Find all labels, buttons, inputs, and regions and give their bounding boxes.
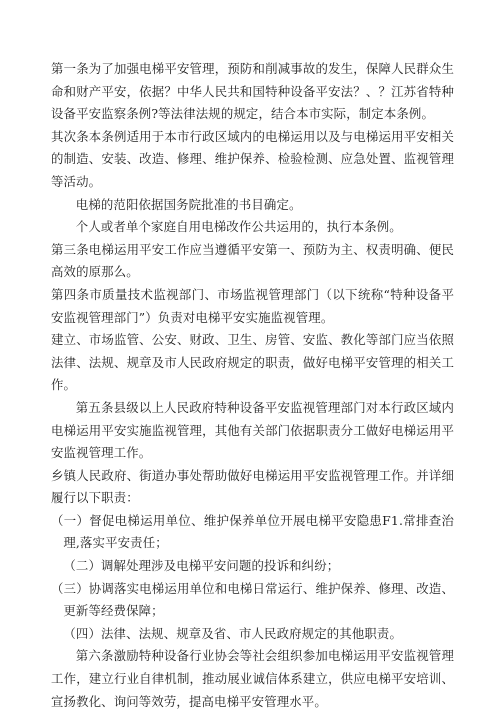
article-6: 第六条激励特种设备行业协会等社会组织参加电梯运用平安监视管理工作，建立行业自律机制，推动展业诚信体系建立，供应电梯平安培训、宣扬教化、询问等效劳，提高电梯平安管理水平。 [51, 648, 454, 709]
article-3: 第三条电梯运用平安工作应当遵循平安第一、预防为主、权责明确、便民高效的原那么。 [51, 241, 454, 280]
article-4: 第四条市质量技术监视部门、市场监视管理部门（以下统称“特种设备平安监视管理部门”）负责对电梯平安实施监视管理。 [51, 286, 454, 325]
article-5: 第五条县级以上人民政府特种设备平安监视管理部门对本行政区域内电梯运用平安实施监视管理，其他有关部门依据职责分工做好电梯运用平安监视管理工作。 [51, 399, 454, 461]
article-5-township-duties: 乡镇人民政府、街道办事处帮助做好电梯运用平安监视管理工作。并详细履行以下职责： [51, 467, 454, 506]
article-2-private-elevator: 个人或者单个家庭自用电梯改作公共运用的，执行本条例。 [75, 219, 402, 235]
article-1: 第一条为了加强电梯平安管理，预防和削减事故的发生，保障人民群众生命和财产平安，依据？中华人民共和国特种设备平安法？、？江苏省特种设备平安监察条例?等法律法规的规定，结合本市实际，制定本条例。 [51, 61, 454, 122]
duty-item-4: （四）法律、法规、规章及省、市人民政府规定的其他职责。 [63, 625, 402, 641]
duty-item-1: （一）督促电梯运用单位、维护保养单位开展电梯平安隐患F1.常排查治理,落实平安责任； [51, 512, 454, 551]
duty-item-3: （三）协调落实电梯运用单位和电梯日常运行、维护保养、修理、改造、更新等经费保障； [51, 580, 454, 619]
article-2: 其次条本条例适用于本市行政区域内的电梯运用以及与电梯运用平安相关的制造、安装、改造、修理、维护保养、检验检测、应急处置、监视管理等活动。 [51, 128, 454, 189]
duty-item-2: （二）调解处理涉及电梯平安问题的投诉和纠纷； [63, 558, 340, 574]
article-4-departments: 建立、市场监管、公安、财政、卫生、房管、安监、教化等部门应当依照法律、法规、规章及市人民政府规定的职责，做好电梯平安管理的相关工作。 [51, 332, 454, 393]
article-2-scope: 电梯的范阳依据国务院批准的书目确定。 [75, 196, 302, 212]
